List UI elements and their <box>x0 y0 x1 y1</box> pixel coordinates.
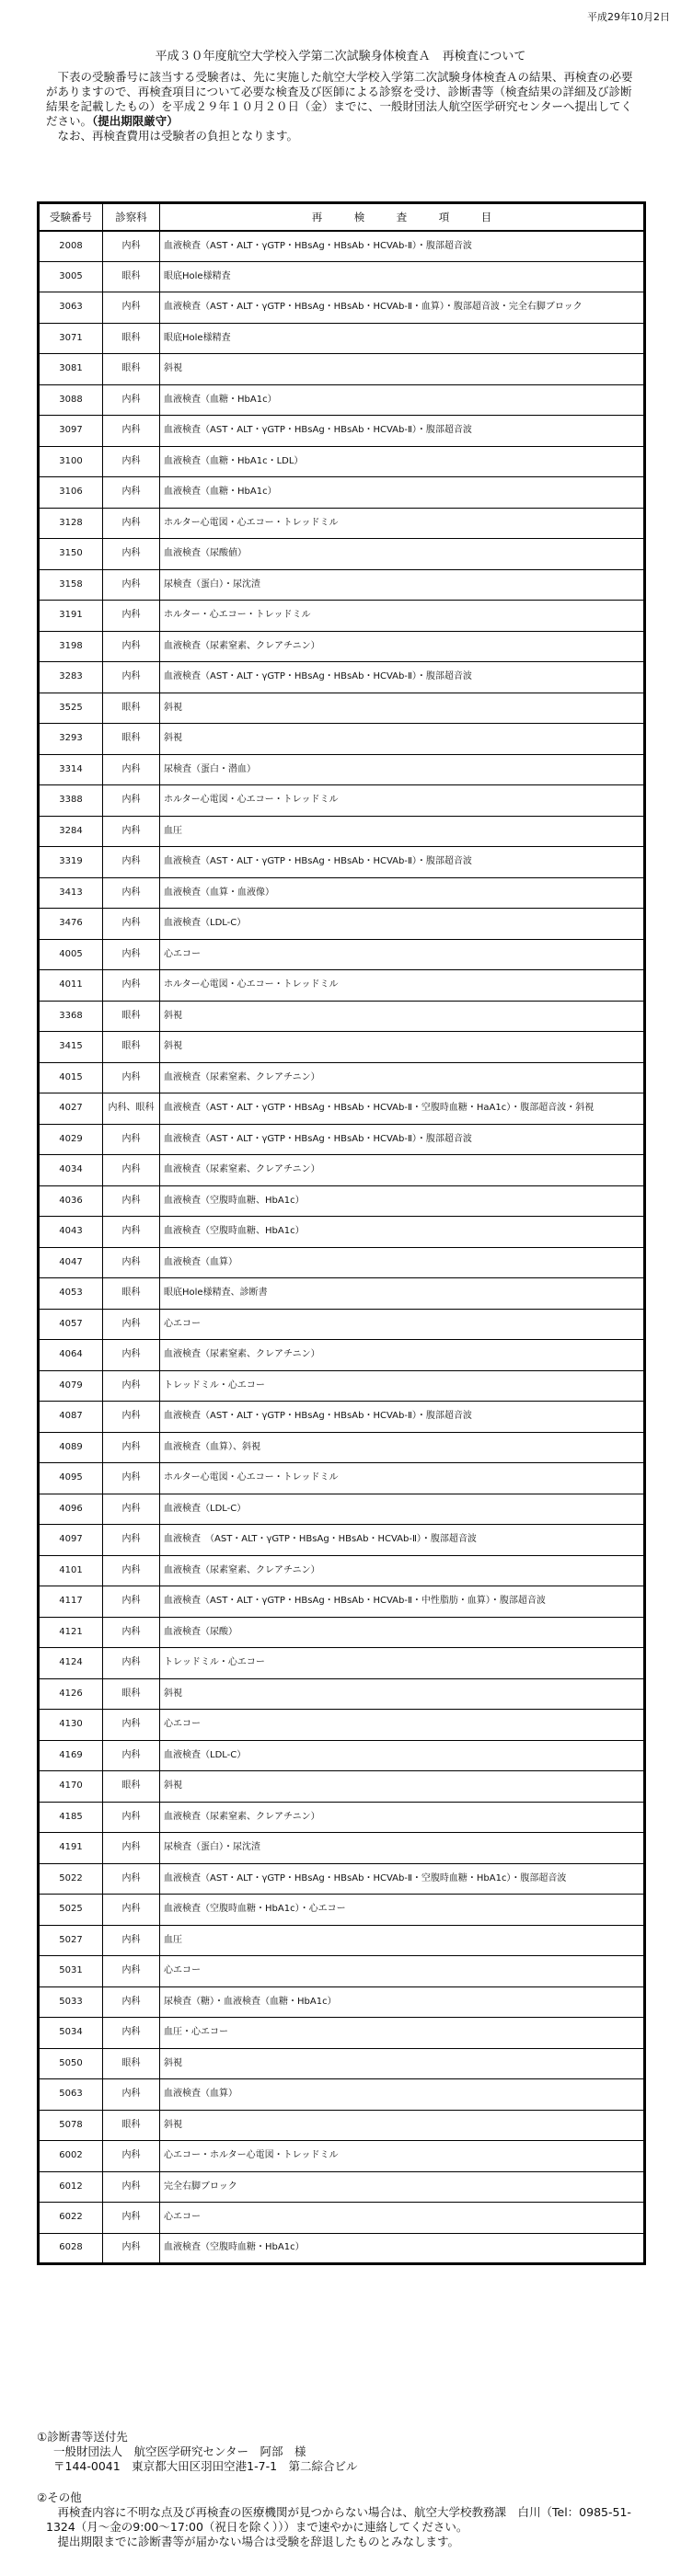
department-cell: 内科 <box>103 1956 160 1987</box>
exam-number-cell: 5034 <box>39 2018 103 2049</box>
reexam-items-cell: ホルター心電図・心エコー・トレッドミル <box>160 1463 645 1494</box>
reexam-items-cell: 斜視 <box>160 1001 645 1032</box>
reexam-items-cell: 血液検査（空腹時血糖・HbA1c） <box>160 2233 645 2264</box>
reexam-items-cell: 血液検査（尿酸） <box>160 1617 645 1648</box>
reexam-items-cell: 血液検査（血糖・HbA1c） <box>160 477 645 509</box>
reexam-items-cell: 血液検査（AST・ALT・γGTP・HBsAg・HBsAb・HCVAb-Ⅱ）・腹部超音波 <box>160 1402 645 1433</box>
department-cell: 内科 <box>103 1710 160 1741</box>
exam-number-cell: 3088 <box>39 384 103 416</box>
table-row <box>39 354 645 385</box>
reexam-items-cell: 心エコー・ホルター心電図・トレッドミル <box>160 2141 645 2172</box>
department-cell: 内科 <box>103 1986 160 2018</box>
exam-number-cell: 4036 <box>39 1185 103 1217</box>
send-to-recipient: 一般財団法人 航空医学研究センター 阿部 様 <box>53 2444 306 2458</box>
table-row <box>39 1185 645 1217</box>
table-row <box>39 1771 645 1803</box>
exam-number-cell: 5027 <box>39 1925 103 1956</box>
department-cell: 内科 <box>103 2171 160 2203</box>
table-row <box>39 909 645 940</box>
table-row <box>39 754 645 785</box>
department-cell: 内科 <box>103 939 160 970</box>
reexam-items-cell: 血液検査（尿素窒素、クレアチニン） <box>160 1802 645 1833</box>
table-row <box>39 1678 645 1710</box>
header-exam-number: 受験番号 <box>39 203 103 231</box>
table-row <box>39 2141 645 2172</box>
department-cell: 眼科 <box>103 323 160 354</box>
department-cell: 内科 <box>103 1217 160 1248</box>
footer-notes <box>37 2430 644 2549</box>
exam-number-cell: 3368 <box>39 1001 103 1032</box>
table-row <box>39 601 645 632</box>
reexam-items-cell: 斜視 <box>160 354 645 385</box>
table-row <box>39 693 645 724</box>
reexam-items-cell: 眼底Hole様精査 <box>160 261 645 292</box>
reexam-items-cell: 血液検査（空腹時血糖、HbA1c） <box>160 1217 645 1248</box>
exam-number-cell: 3198 <box>39 631 103 662</box>
exam-number-cell: 4053 <box>39 1278 103 1310</box>
department-cell: 眼科 <box>103 1032 160 1063</box>
exam-number-cell: 4057 <box>39 1309 103 1340</box>
department-cell: 内科 <box>103 1833 160 1864</box>
document-date: 平成29年10月2日 <box>587 11 670 23</box>
reexam-items-cell: 血液検査（AST・ALT・γGTP・HBsAg・HBsAb・HCVAb-Ⅱ）・腹部超音波 <box>160 1124 645 1155</box>
department-cell: 内科 <box>103 1555 160 1586</box>
exam-number-cell: 3128 <box>39 508 103 539</box>
department-cell: 眼科 <box>103 1771 160 1803</box>
table-row <box>39 1833 645 1864</box>
reexam-items-cell: 血液検査（AST・ALT・γGTP・HBsAg・HBsAb・HCVAb-Ⅱ・中性脂肪・血算）・腹部超音波 <box>160 1586 645 1618</box>
exam-number-cell: 3476 <box>39 909 103 940</box>
table-row <box>39 939 645 970</box>
table-row <box>39 662 645 693</box>
department-cell: 内科 <box>103 1617 160 1648</box>
exam-number-cell: 4097 <box>39 1525 103 1556</box>
department-cell: 内科 <box>103 1863 160 1895</box>
department-cell: 内科 <box>103 1155 160 1186</box>
department-cell: 内科 <box>103 477 160 509</box>
table-row <box>39 1463 645 1494</box>
reexam-table <box>37 201 646 2265</box>
table-row <box>39 508 645 539</box>
intro-body: 下表の受験番号に該当する受験者は、先に実施した航空大学校入学第二次試験身体検査Ａの結果、再検査の必要がありますので、再検査項目について必要な検査及び医師による診察を受け、診断書等（検査結果の詳細及び診断結果を記載したもの）を平成２９年１０月２０日（金）までに、一般財団法人航空医学研究センターへ提出してください。 <box>46 70 633 128</box>
table-row <box>39 1494 645 1525</box>
department-cell: 内科 <box>103 1740 160 1771</box>
department-cell: 内科 <box>103 1309 160 1340</box>
department-cell: 内科 <box>103 508 160 539</box>
reexam-items-cell: 斜視 <box>160 693 645 724</box>
exam-number-cell: 4095 <box>39 1463 103 1494</box>
exam-number-cell: 6022 <box>39 2203 103 2234</box>
table-row <box>39 724 645 755</box>
send-to-title: ①診断書等送付先 <box>37 2430 128 2444</box>
department-cell: 眼科 <box>103 2110 160 2141</box>
table-row <box>39 1155 645 1186</box>
department-cell: 内科 <box>103 1340 160 1371</box>
reexam-items-cell: 心エコー <box>160 2203 645 2234</box>
table-row <box>39 1925 645 1956</box>
department-cell: 内科 <box>103 909 160 940</box>
reexam-items-cell: 斜視 <box>160 1771 645 1803</box>
exam-number-cell: 3106 <box>39 477 103 509</box>
exam-number-cell: 4126 <box>39 1678 103 1710</box>
department-cell: 内科 <box>103 877 160 909</box>
exam-number-cell: 4130 <box>39 1710 103 1741</box>
other-title: ②その他 <box>37 2490 82 2504</box>
reexam-items-cell: 斜視 <box>160 2110 645 2141</box>
table-header-row <box>39 203 645 231</box>
reexam-items-cell: 心エコー <box>160 1956 645 1987</box>
send-to-address: 〒144-0041 東京都大田区羽田空港1-7-1 第二綜合ビル <box>53 2459 358 2473</box>
intro-text <box>46 70 635 143</box>
table-row <box>39 1586 645 1618</box>
table-row <box>39 1740 645 1771</box>
reexam-items-cell: 尿検査（蛋白）・尿沈渣 <box>160 1833 645 1864</box>
table-row <box>39 323 645 354</box>
department-cell: 内科 <box>103 292 160 324</box>
reexam-items-cell: ホルター・心エコー・トレッドミル <box>160 601 645 632</box>
reexam-items-cell: トレッドミル・心エコー <box>160 1370 645 1402</box>
reexam-items-cell: 血液検査（血糖・HbA1c） <box>160 384 645 416</box>
reexam-items-cell: 血液検査（尿素窒素、クレアチニン） <box>160 631 645 662</box>
exam-number-cell: 6028 <box>39 2233 103 2264</box>
reexam-items-cell: 血液検査（尿酸値） <box>160 539 645 570</box>
table-row <box>39 2233 645 2264</box>
exam-number-cell: 3415 <box>39 1032 103 1063</box>
table-row <box>39 816 645 847</box>
exam-number-cell: 5050 <box>39 2048 103 2079</box>
department-cell: 眼科 <box>103 261 160 292</box>
reexam-items-cell: 尿検査（蛋白）・尿沈渣 <box>160 569 645 601</box>
exam-number-cell: 4027 <box>39 1093 103 1125</box>
exam-number-cell: 4011 <box>39 970 103 1002</box>
table-row <box>39 1124 645 1155</box>
intro-cost-note: なお、再検査費用は受験者の負担となります。 <box>57 129 299 143</box>
department-cell: 内科 <box>103 1185 160 1217</box>
table-row <box>39 1093 645 1125</box>
department-cell: 内科 <box>103 1648 160 1679</box>
department-cell: 内科 <box>103 816 160 847</box>
exam-number-cell: 4034 <box>39 1155 103 1186</box>
reexam-items-cell: 血液検査（血算・血液像） <box>160 877 645 909</box>
department-cell: 内科 <box>103 970 160 1002</box>
reexam-items-cell: 血液検査（血算）、斜視 <box>160 1432 645 1463</box>
exam-number-cell: 4043 <box>39 1217 103 1248</box>
exam-number-cell: 5063 <box>39 2079 103 2111</box>
reexam-items-cell: 心エコー <box>160 1309 645 1340</box>
table-row <box>39 2018 645 2049</box>
department-cell: 内科 <box>103 2141 160 2172</box>
table-row <box>39 569 645 601</box>
reexam-items-cell: 眼底Hole様精査、診断書 <box>160 1278 645 1310</box>
table-row <box>39 1247 645 1278</box>
exam-number-cell: 4169 <box>39 1740 103 1771</box>
deadline-note: （提出期限厳守） <box>92 114 179 128</box>
department-cell: 内科 <box>103 231 160 262</box>
exam-number-cell: 3063 <box>39 292 103 324</box>
table-row <box>39 1648 645 1679</box>
department-cell: 内科 <box>103 2233 160 2264</box>
exam-number-cell: 3081 <box>39 354 103 385</box>
table-row <box>39 1278 645 1310</box>
table-row <box>39 631 645 662</box>
exam-number-cell: 4170 <box>39 1771 103 1803</box>
department-cell: 内科 <box>103 446 160 477</box>
exam-number-cell: 5078 <box>39 2110 103 2141</box>
department-cell: 眼科 <box>103 1001 160 1032</box>
table-row <box>39 1617 645 1648</box>
exam-number-cell: 3097 <box>39 416 103 447</box>
reexam-items-cell: 血圧・心エコー <box>160 2018 645 2049</box>
department-cell: 内科 <box>103 2018 160 2049</box>
table-row <box>39 261 645 292</box>
exam-number-cell: 4191 <box>39 1833 103 1864</box>
exam-number-cell: 6012 <box>39 2171 103 2203</box>
exam-number-cell: 4121 <box>39 1617 103 1648</box>
table-row <box>39 970 645 1002</box>
exam-number-cell: 4005 <box>39 939 103 970</box>
table-row <box>39 1986 645 2018</box>
exam-number-cell: 3413 <box>39 877 103 909</box>
exam-number-cell: 3293 <box>39 724 103 755</box>
reexam-items-cell: 尿検査（蛋白・潜血） <box>160 754 645 785</box>
reexam-items-cell: 血液検査（空腹時血糖、HbA1c） <box>160 1185 645 1217</box>
exam-number-cell: 4064 <box>39 1340 103 1371</box>
reexam-items-cell: ホルター心電図・心エコー・トレッドミル <box>160 785 645 817</box>
exam-number-cell: 5025 <box>39 1895 103 1926</box>
table-row <box>39 1555 645 1586</box>
department-cell: 内科 <box>103 1586 160 1618</box>
reexam-items-cell: ホルター心電図・心エコー・トレッドミル <box>160 970 645 1002</box>
table-body <box>39 231 645 2264</box>
department-cell: 内科 <box>103 1247 160 1278</box>
exam-number-cell: 4089 <box>39 1432 103 1463</box>
department-cell: 内科 <box>103 2079 160 2111</box>
exam-number-cell: 3388 <box>39 785 103 817</box>
department-cell: 眼科 <box>103 1678 160 1710</box>
exam-number-cell: 4015 <box>39 1062 103 1093</box>
table-row <box>39 1309 645 1340</box>
department-cell: 内科 <box>103 754 160 785</box>
reexam-items-cell: 血液検査（血糖・HbA1c・LDL） <box>160 446 645 477</box>
table-row <box>39 1217 645 1248</box>
department-cell: 内科、眼科 <box>103 1093 160 1125</box>
department-cell: 内科 <box>103 569 160 601</box>
exam-number-cell: 3158 <box>39 569 103 601</box>
table-row <box>39 847 645 878</box>
reexam-items-cell: 血液検査（尿素窒素、クレアチニン） <box>160 1340 645 1371</box>
department-cell: 内科 <box>103 1432 160 1463</box>
department-cell: 内科 <box>103 1062 160 1093</box>
department-cell: 内科 <box>103 1525 160 1556</box>
table-row <box>39 231 645 262</box>
reexam-items-cell: 心エコー <box>160 1710 645 1741</box>
exam-number-cell: 4029 <box>39 1124 103 1155</box>
exam-number-cell: 4079 <box>39 1370 103 1402</box>
table-row <box>39 477 645 509</box>
exam-number-cell: 3525 <box>39 693 103 724</box>
exam-number-cell: 4047 <box>39 1247 103 1278</box>
exam-number-cell: 4124 <box>39 1648 103 1679</box>
reexam-items-cell: 尿検査（糖）・血液検査（血糖・HbA1c） <box>160 1986 645 2018</box>
reexam-items-cell: 血液検査（尿素窒素、クレアチニン） <box>160 1555 645 1586</box>
reexam-items-cell: 完全右脚ブロック <box>160 2171 645 2203</box>
reexam-items-cell: 血液検査（LDL-C） <box>160 1740 645 1771</box>
exam-number-cell: 5033 <box>39 1986 103 2018</box>
department-cell: 内科 <box>103 1895 160 1926</box>
exam-number-cell: 4117 <box>39 1586 103 1618</box>
reexam-items-cell: 血液検査（血算） <box>160 2079 645 2111</box>
department-cell: 内科 <box>103 384 160 416</box>
section-spacer <box>37 2474 644 2490</box>
department-cell: 内科 <box>103 631 160 662</box>
table-row <box>39 292 645 324</box>
department-cell: 眼科 <box>103 724 160 755</box>
reexam-items-cell: 血液検査（血算） <box>160 1247 645 1278</box>
reexam-items-cell: 血液検査（AST・ALT・γGTP・HBsAg・HBsAb・HCVAb-Ⅱ・血算）・腹部超音波・完全右脚ブロック <box>160 292 645 324</box>
reexam-items-cell: 斜視 <box>160 2048 645 2079</box>
department-cell: 眼科 <box>103 1278 160 1310</box>
reexam-items-cell: 血液検査（AST・ALT・γGTP・HBsAg・HBsAb・HCVAb-Ⅱ・空腹時血糖・HbA1c）・腹部超音波 <box>160 1863 645 1895</box>
department-cell: 内科 <box>103 539 160 570</box>
reexam-items-cell: 斜視 <box>160 1032 645 1063</box>
exam-number-cell: 5031 <box>39 1956 103 1987</box>
department-cell: 内科 <box>103 1463 160 1494</box>
exam-number-cell: 4096 <box>39 1494 103 1525</box>
reexam-items-cell: 心エコー <box>160 939 645 970</box>
exam-number-cell: 4087 <box>39 1402 103 1433</box>
reexam-items-cell: トレッドミル・心エコー <box>160 1648 645 1679</box>
reexam-items-cell: 血圧 <box>160 816 645 847</box>
department-cell: 眼科 <box>103 693 160 724</box>
reexam-items-cell: 血液検査（LDL-C） <box>160 1494 645 1525</box>
table-row <box>39 1340 645 1371</box>
department-cell: 内科 <box>103 1402 160 1433</box>
table-row <box>39 1032 645 1063</box>
table-row <box>39 1370 645 1402</box>
reexam-items-cell: 斜視 <box>160 724 645 755</box>
reexam-items-cell: 血液検査（尿素窒素、クレアチニン） <box>160 1155 645 1186</box>
exam-number-cell: 3071 <box>39 323 103 354</box>
department-cell: 内科 <box>103 416 160 447</box>
department-cell: 内科 <box>103 662 160 693</box>
table-row <box>39 1432 645 1463</box>
table-row <box>39 1001 645 1032</box>
reexam-items-cell: 血液検査（AST・ALT・γGTP・HBsAg・HBsAb・HCVAb-Ⅱ）・腹部超音波 <box>160 662 645 693</box>
intro-paragraph <box>46 70 635 129</box>
table-row <box>39 1402 645 1433</box>
table-row <box>39 2048 645 2079</box>
reexam-items-cell: 血液検査（空腹時血糖・HbA1c）・心エコー <box>160 1895 645 1926</box>
reexam-items-cell: 血圧 <box>160 1925 645 1956</box>
department-cell: 眼科 <box>103 354 160 385</box>
exam-number-cell: 3100 <box>39 446 103 477</box>
exam-number-cell: 3314 <box>39 754 103 785</box>
table-row <box>39 1863 645 1895</box>
exam-number-cell: 3191 <box>39 601 103 632</box>
table-row <box>39 1956 645 1987</box>
reexam-items-cell: 血液検査 （AST・ALT・γGTP・HBsAg・HBsAb・HCVAb-Ⅱ）・腹部超音波 <box>160 1525 645 1556</box>
reexam-items-cell: 斜視 <box>160 1678 645 1710</box>
department-cell: 内科 <box>103 1494 160 1525</box>
exam-number-cell: 5022 <box>39 1863 103 1895</box>
department-cell: 内科 <box>103 1370 160 1402</box>
exam-number-cell: 3283 <box>39 662 103 693</box>
table-row <box>39 416 645 447</box>
exam-number-cell: 3150 <box>39 539 103 570</box>
table-row <box>39 539 645 570</box>
exam-number-cell: 3005 <box>39 261 103 292</box>
table-row <box>39 2079 645 2111</box>
reexam-items-cell: 血液検査（AST・ALT・γGTP・HBsAg・HBsAb・HCVAb-Ⅱ）・腹部超音波 <box>160 231 645 262</box>
reexam-items-cell: 血液検査（尿素窒素、クレアチニン） <box>160 1062 645 1093</box>
reexam-items-cell: 血液検査（LDL-C） <box>160 909 645 940</box>
exam-number-cell: 3319 <box>39 847 103 878</box>
table-row <box>39 384 645 416</box>
table-row <box>39 2110 645 2141</box>
table-row <box>39 1895 645 1926</box>
department-cell: 内科 <box>103 847 160 878</box>
department-cell: 内科 <box>103 1124 160 1155</box>
other-contact-note: 再検査内容に不明な点及び再検査の医療機関が見つからない場合は、航空大学校教務課 白川（Tel：0985-51-1324（月～金の9:00～17:00（祝日を除く）））まで速やかに連絡してください。 <box>46 2505 631 2534</box>
table-row <box>39 1710 645 1741</box>
header-department: 診察科 <box>103 203 160 231</box>
exam-number-cell: 6002 <box>39 2141 103 2172</box>
table-row <box>39 785 645 817</box>
table-row <box>39 446 645 477</box>
other-deadline-note: 提出期限までに診断書等が届かない場合は受験を辞退したものとみなします。 <box>57 2535 460 2548</box>
department-cell: 眼科 <box>103 2048 160 2079</box>
table-row <box>39 1525 645 1556</box>
exam-number-cell: 4101 <box>39 1555 103 1586</box>
department-cell: 内科 <box>103 1925 160 1956</box>
exam-number-cell: 4185 <box>39 1802 103 1833</box>
document-title: 平成３０年度航空大学校入学第二次試験身体検査Ａ 再検査について <box>155 50 526 63</box>
reexam-items-cell: 血液検査（AST・ALT・γGTP・HBsAg・HBsAb・HCVAb-Ⅱ）・腹部超音波 <box>160 847 645 878</box>
header-reexam-items: 再 検 査 項 目 <box>160 203 645 231</box>
table-row <box>39 1802 645 1833</box>
reexam-items-cell: 血液検査（AST・ALT・γGTP・HBsAg・HBsAb・HCVAb-Ⅱ・空腹時血糖・HaA1c）・腹部超音波・斜視 <box>160 1093 645 1125</box>
department-cell: 内科 <box>103 785 160 817</box>
reexam-items-cell: ホルター心電図・心エコー・トレッドミル <box>160 508 645 539</box>
table-row <box>39 877 645 909</box>
department-cell: 内科 <box>103 2203 160 2234</box>
reexam-items-cell: 血液検査（AST・ALT・γGTP・HBsAg・HBsAb・HCVAb-Ⅱ）・腹部超音波 <box>160 416 645 447</box>
table-row <box>39 2171 645 2203</box>
department-cell: 内科 <box>103 601 160 632</box>
exam-number-cell: 3284 <box>39 816 103 847</box>
exam-number-cell: 2008 <box>39 231 103 262</box>
department-cell: 内科 <box>103 1802 160 1833</box>
reexam-items-cell: 眼底Hole様精査 <box>160 323 645 354</box>
table-row <box>39 1062 645 1093</box>
table-row <box>39 2203 645 2234</box>
